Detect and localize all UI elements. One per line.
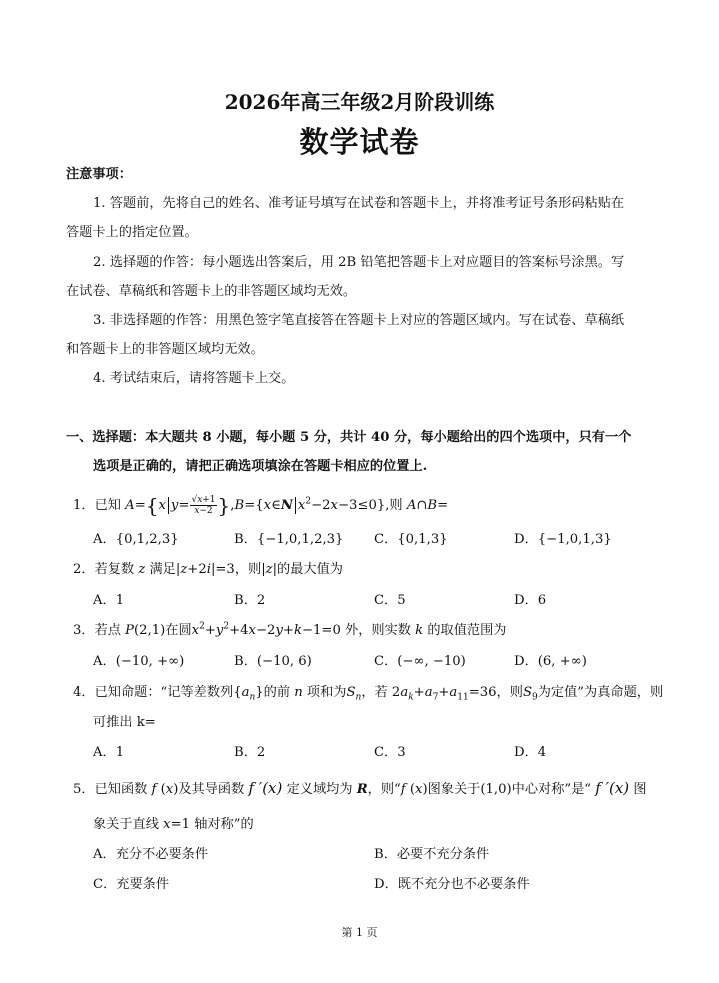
question-3-option-d: D．(6, +∞) [514, 654, 587, 669]
question-4-option-a: A．1 [93, 745, 125, 760]
question-3-number: 3． [73, 623, 95, 638]
notice-item-1-line-2: 答题卡上的指定位置。 [66, 225, 198, 240]
notice-item-2-line-2: 在试卷、草稿纸和答题卡上的非答题区域均无效。 [66, 284, 357, 299]
question-1-option-d: D．{−1,0,1,3} [514, 532, 612, 547]
question-1-stem: 1．已知 A={x y= $\frac{√x+1}{x-2}$ },B={x∈N $x^2-2x-3\le 0$},则 A∩B= [73, 493, 449, 518]
question-4-option-d: D．4 [514, 745, 547, 760]
question-2-option-c: C．5 [374, 593, 406, 608]
question-5-option-d: D．既不充分也不必要条件 [374, 877, 530, 892]
question-5-option-a: A．充分不必要条件 [93, 847, 209, 862]
question-5-option-b: B．必要不充分条件 [374, 847, 490, 862]
question-2-stem: 2．若复数 z 满足|z+2i|=3，则|z|的最大值为 [73, 562, 343, 577]
question-5-option-c: C．充要条件 [93, 877, 170, 892]
question-1-option-b: B．{−1,0,1,2,3} [234, 532, 344, 547]
question-1-number: 1． [73, 498, 95, 513]
question-4-number: 4． [73, 685, 95, 700]
question-4-stem: 4．已知命题：“记等差数列$\{a_n\}$的前 n 项和为$S_n$，若 $2a_k+a_7+a_{11}=36$，则$S_9$为定值”为真命题，则 [73, 685, 664, 703]
exam-title: 2026年高三年级2月阶段训练 [224, 90, 495, 114]
question-5-number: 5． [73, 782, 95, 797]
notice-heading: 注意事项： [66, 167, 132, 182]
question-3-stem: 3．若点 P(2,1)在圆$x^2+y^2+4x-2y+k-1=0$ 外，则实数 k 的取值范围为 [73, 621, 507, 638]
question-5-stem: 5．已知函数 f (x)及其导函数 f ′(x) 定义域均为 R，则“f (x)图象关于(1,0)中心对称”是“ f ′(x) 图 [73, 779, 647, 797]
question-4-option-b: B．2 [234, 745, 266, 760]
question-2-number: 2． [73, 562, 95, 577]
notice-item-1-line-1: 1. 答题前，先将自己的姓名、准考证号填写在试卷和答题卡上，并将准考证号条形码粘贴在 [93, 196, 625, 211]
question-4-stem-line-2: 可推出 k= [93, 715, 156, 730]
exam-subtitle: 数学试卷 [299, 125, 420, 159]
question-2-option-b: B．2 [234, 593, 266, 608]
page-number: 第 1 页 [341, 926, 378, 939]
section-1-heading: 一、选择题：本大题共 8 小题，每小题 5 分，共计 40 分，每小题给出的四个选项中，只有一个 [66, 430, 632, 445]
question-1-option-a: A．{0,1,2,3} [93, 532, 179, 547]
question-2-option-a: A．1 [93, 593, 125, 608]
notice-item-2-line-1: 2. 选择题的作答：每小题选出答案后，用 2B 铅笔把答题卡上对应题目的答案标号涂黑。写 [93, 255, 625, 270]
question-3-option-a: A．(−10, +∞) [93, 654, 185, 669]
notice-item-4: 4. 考试结束后，请将答题卡上交。 [93, 371, 295, 386]
question-2-option-d: D．6 [514, 593, 547, 608]
section-1-heading-line-2: 选项是正确的，请把正确选项填涂在答题卡相应的位置上. [93, 459, 428, 474]
notice-item-3-line-1: 3. 非选择题的作答：用黑色签字笔直接答在答题卡上对应的答题区域内。写在试卷、草稿纸 [93, 313, 625, 328]
question-3-option-c: C．(−∞, −10) [374, 654, 466, 669]
question-3-option-b: B．(−10, 6) [234, 654, 312, 669]
question-5-stem-line-2: 象关于直线 x=1 轴对称”的 [93, 817, 254, 832]
notice-item-3-line-2: 和答题卡上的非答题区域均无效。 [66, 342, 264, 357]
question-4-option-c: C．3 [374, 745, 406, 760]
question-1-option-c: C．{0,1,3} [374, 532, 448, 547]
